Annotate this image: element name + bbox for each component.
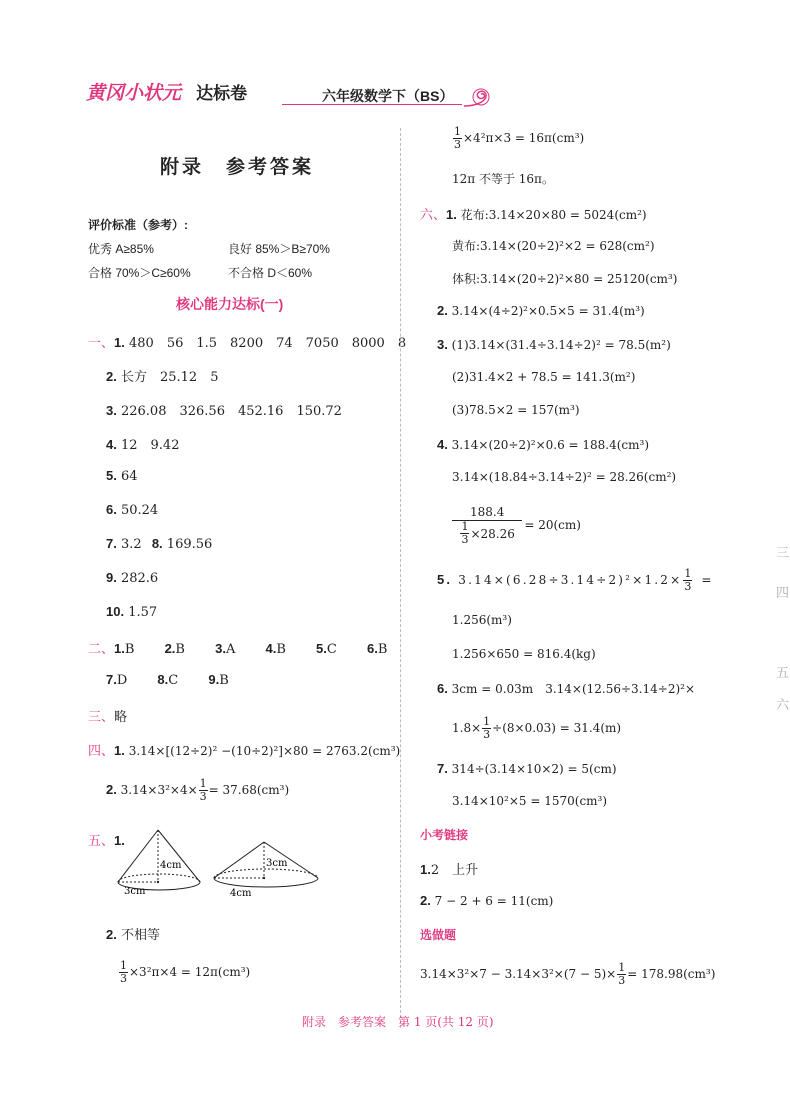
answer-5-2-calc-2: $\frac{1}{3}$ ×4²π×3 = 16π(cm³): [454, 125, 585, 151]
answer-5-1: 五、1.: [88, 833, 125, 848]
section-label: 三、: [88, 709, 115, 724]
link-title: 小考链接: [420, 828, 469, 842]
fraction: $\frac{1}{3}$: [454, 125, 461, 151]
answer-4-1: 四、1. 3.14×[(12÷2)² −(10÷2)²]×80 = 2763.2(cm³): [88, 743, 401, 758]
link-answer-2: 2. 7 − 2 + 6 = 11(cm): [420, 893, 554, 908]
criteria-good: 良好 85%＞B≥70%: [228, 242, 330, 256]
answer-1-5: 5. 64: [106, 468, 138, 484]
cone1-radius-label: 3cm: [124, 886, 146, 897]
answer-1-3: 3. 226.08 326.56 452.16 150.72: [106, 403, 342, 419]
section-label: 一、: [88, 335, 115, 350]
cone2-height-label: 3cm: [266, 858, 288, 869]
answer-5-2: 2. 不相等: [106, 927, 160, 943]
section-title: 核心能力达标(一): [176, 296, 284, 312]
answer-6-6b: 1.8× $\frac{1}{3}$ ÷(8×0.03) = 31.4(m): [452, 715, 622, 741]
cone-figure-2: [210, 838, 326, 902]
answer-6-3c: (3)78.5×2 = 157(m³): [452, 403, 580, 417]
answer-6-1c: 体积:3.14×(20÷2)²×80 = 25120(cm³): [452, 272, 678, 286]
answer-6-3: 3. (1)3.14×(31.4÷3.14÷2)² = 78.5(m²): [437, 337, 671, 352]
fraction: $\frac{1}{3}$: [461, 520, 469, 546]
section-label: 二、: [88, 641, 115, 656]
answer-1-2: 2. 长方 25.12 5: [106, 369, 219, 385]
answer-6-5: 5. 3.14×(6.28÷3.14÷2)²×1.2× $\frac{1}{3}$ =: [437, 567, 714, 593]
criteria-label: 评价标准（参考）:: [88, 218, 188, 232]
subject-label: 六年级数学下（BS）: [322, 88, 454, 104]
optional-answer: 3.14×3²×7 − 3.14×3²×(7 − 5)× $\frac{1}{3}$ = 178.98(cm³): [420, 961, 716, 987]
logo-text: 黄冈小状元: [86, 82, 182, 104]
edge-mark: 五: [776, 666, 790, 681]
answer-2-row2: 7.D 8.C 9.B: [106, 672, 229, 688]
column-divider: [400, 128, 401, 1028]
fraction: $\frac{1}{3}$: [120, 959, 127, 985]
answer-5-2-conclusion: 12π 不等于 16π。: [452, 172, 554, 186]
answer-6-4b: 3.14×(18.84÷3.14÷2)² = 28.26(cm²): [452, 470, 677, 484]
section-label: 六、: [420, 207, 447, 222]
answer-1-1: 一、1. 480 56 1.5 8200 74 7050 8000 8: [88, 335, 407, 351]
cone-figure-1: [112, 826, 208, 900]
cone1-height-label: 4cm: [160, 860, 182, 871]
answer-4-2: 2. 3.14×3²×4× $\frac{1}{3}$ = 37.68(cm³): [106, 777, 290, 803]
criteria-fail: 不合格 D＜60%: [228, 266, 313, 280]
answer-6-7b: 3.14×10²×5 = 1570(cm³): [452, 794, 608, 808]
answer-1-6: 6. 50.24: [106, 502, 159, 518]
edge-mark: 六: [776, 698, 790, 713]
fraction: $\frac{1}{3}$: [684, 567, 692, 593]
answer-6-2: 2. 3.14×(4÷2)²×0.5×5 = 31.4(m³): [437, 303, 645, 318]
answer-6-4c: 188.4 $\frac{1}{3}$ ×28.26 = 20(cm): [452, 504, 581, 546]
criteria-pass: 合格 70%＞C≥60%: [88, 266, 191, 280]
optional-title: 选做题: [420, 928, 457, 942]
answer-6-5c: 1.256×650 = 816.4(kg): [452, 647, 596, 661]
edge-mark: 四: [776, 586, 790, 601]
series-name: 达标卷: [196, 84, 248, 104]
answer-6-4: 4. 3.14×(20÷2)²×0.6 = 188.4(cm³): [437, 437, 650, 452]
answer-6-1: 六、1. 花布:3.14×20×80 = 5024(cm²): [420, 207, 647, 222]
swirl-icon: [462, 86, 494, 112]
answer-6-3b: (2)31.4×2 + 78.5 = 141.3(m²): [452, 370, 636, 384]
answer-1-9: 9. 282.6: [106, 570, 159, 586]
link-answer-1: 1.2 上升: [420, 862, 479, 878]
fraction: $\frac{1}{3}$: [483, 715, 491, 741]
answer-6-5b: 1.256(m³): [452, 613, 512, 627]
fraction: $\frac{1}{3}$: [199, 777, 207, 803]
answer-5-2-calc: $\frac{1}{3}$ ×3²π×4 = 12π(cm³): [120, 959, 251, 985]
section-label: 四、: [88, 743, 115, 758]
fraction: $\frac{1}{3}$: [618, 961, 626, 987]
criteria-excellent: 优秀 A≥85%: [88, 242, 154, 256]
header-logo: [86, 78, 247, 105]
page-title: 附录 参考答案: [160, 156, 315, 178]
answer-6-1b: 黄布:3.14×(20÷2)²×2 = 628(cm²): [452, 239, 655, 253]
answer-6-7: 7. 314÷(3.14×10×2) = 5(cm): [437, 761, 617, 776]
edge-mark: 三: [776, 546, 790, 561]
answer-2-row1: 二、1.B 2.B 3.A 4.B 5.C 6.B: [88, 641, 388, 657]
answer-3: 三、略: [88, 709, 128, 725]
answer-1-4: 4. 12 9.42: [106, 437, 180, 453]
cone2-radius-label: 4cm: [230, 888, 252, 899]
page-footer: 附录 参考答案 第 1 页(共 12 页): [302, 1015, 494, 1029]
answer-1-7-8: 7. 3.2 8. 169.56: [106, 536, 213, 552]
section-label: 五、: [88, 833, 115, 848]
answer-1-10: 10. 1.57: [106, 604, 158, 620]
answer-6-6: 6. 3cm = 0.03m 3.14×(12.56÷3.14÷2)²×: [437, 681, 696, 696]
